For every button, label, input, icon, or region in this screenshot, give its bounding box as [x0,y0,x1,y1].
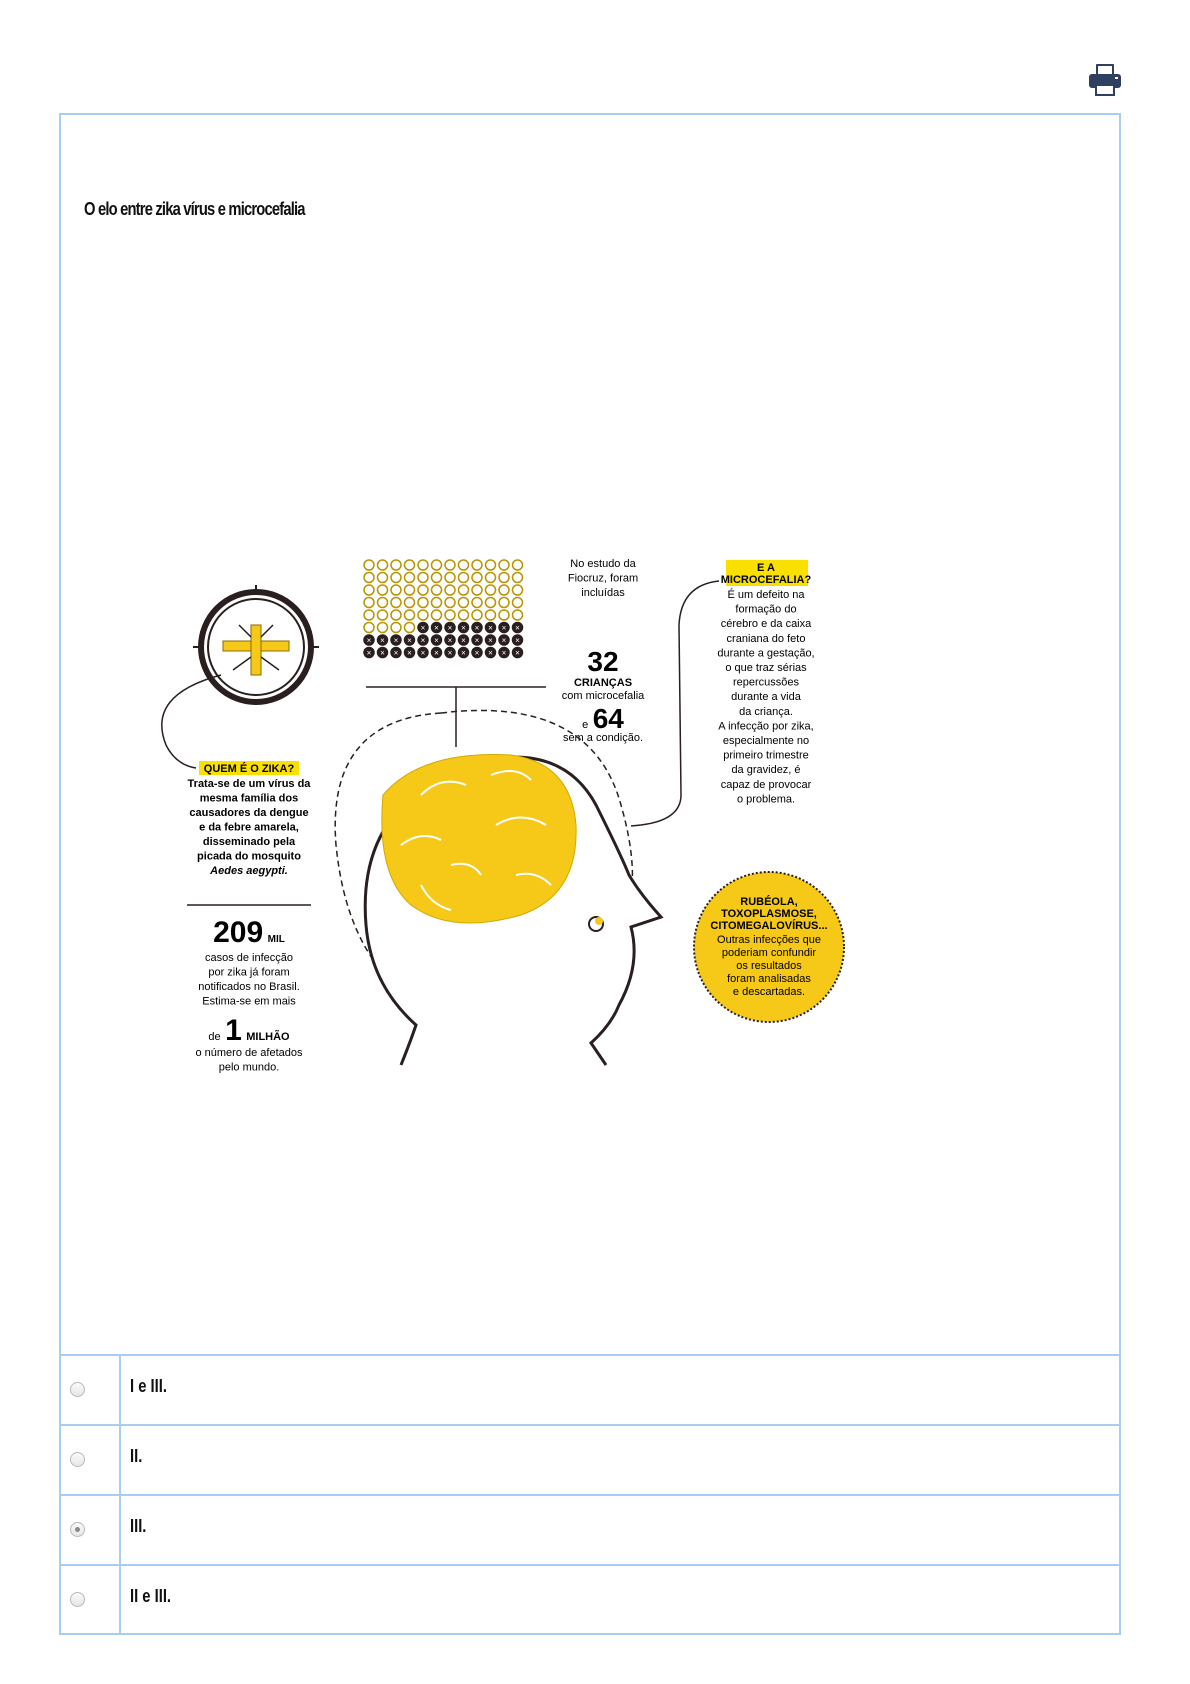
study-word-1: CRIANÇAS [573,677,633,689]
child-without-microcephaly-dot [513,598,523,608]
who-line: causadores da dengue [189,807,309,819]
option-label: III. [130,1516,147,1536]
child-without-microcephaly-dot [499,598,509,608]
children-grid [364,560,523,658]
micro-line: formação do [735,603,797,616]
child-without-microcephaly-dot [378,598,388,608]
cases-number: 209 [213,916,264,949]
child-without-microcephaly-dot [405,598,415,608]
svg-text:×: × [420,648,426,658]
child-without-microcephaly-dot [499,573,509,583]
svg-text:×: × [393,648,399,658]
cases-line: Estima-se em mais [202,995,296,1008]
child-without-microcephaly-dot [364,610,374,620]
svg-text:de 1 MILHÃO [208,1014,290,1047]
child-without-microcephaly-dot [459,573,469,583]
svg-text:×: × [447,636,453,645]
child-without-microcephaly-dot [364,623,374,633]
child-without-microcephaly-dot [472,598,482,608]
study-number-1: 32 [587,646,619,677]
question-title: O elo entre zika vírus e microcefalia [84,199,305,219]
child-without-microcephaly-dot [432,610,442,620]
micro-line: É um defeito na [727,589,805,601]
child-without-microcephaly-dot [418,598,428,608]
svg-text:×: × [407,648,412,658]
option-label: II e III. [130,1586,172,1606]
child-without-microcephaly-dot [486,585,496,595]
micro-line: capaz de provocar [720,778,812,791]
study-prefix-2: e [582,719,589,731]
child-without-microcephaly-dot [378,573,388,583]
circle-heading-line: RUBÉOLA, [740,896,798,908]
print-button[interactable] [1085,60,1125,100]
svg-text:×: × [366,648,372,658]
cases-line: por zika já foram [208,966,290,979]
child-without-microcephaly-dot [418,610,428,620]
who-heading: QUEM É O ZIKA? [203,763,295,775]
circle-line: foram analisadas [727,973,811,985]
child-without-microcephaly-dot [378,585,388,595]
child-without-microcephaly-dot [432,598,442,608]
who-line: disseminado pela [202,836,296,848]
child-without-microcephaly-dot [472,573,482,583]
child-without-microcephaly-dot [499,585,509,595]
svg-text:e 64 [582,703,624,734]
child-without-microcephaly-dot [405,585,415,595]
study-line: incluídas [581,587,625,599]
svg-text:×: × [488,623,493,633]
circle-heading-line: TOXOPLASMOSE, [721,908,817,920]
child-without-microcephaly-dot [445,573,455,583]
option-row[interactable] [61,1564,1119,1634]
child-without-microcephaly-dot [432,560,442,570]
circle-heading-line: CITOMEGALOVÍRUS... [710,920,828,932]
cases-line: notificados no Brasil. [198,981,300,993]
child-without-microcephaly-dot [405,573,415,583]
svg-text:×: × [515,648,520,658]
child-without-microcephaly-dot [513,610,523,620]
child-without-microcephaly-dot [418,585,428,595]
svg-text:×: × [366,636,372,645]
svg-text:×: × [474,623,480,633]
svg-text:×: × [515,636,520,645]
svg-text:×: × [515,623,520,633]
micro-line: craniana do feto [726,632,806,645]
child-without-microcephaly-dot [486,573,496,583]
svg-text:×: × [488,636,493,645]
svg-text:×: × [501,648,507,658]
circle-line: os resultados [736,960,802,972]
child-without-microcephaly-dot [445,598,455,608]
child-without-microcephaly-dot [486,610,496,620]
child-without-microcephaly-dot [432,585,442,595]
svg-text:×: × [474,648,480,658]
svg-text:×: × [501,623,507,633]
svg-text:×: × [407,636,412,645]
child-without-microcephaly-dot [391,598,401,608]
child-without-microcephaly-dot [378,560,388,570]
micro-line: cérebro e da caixa [720,618,812,631]
svg-text:×: × [488,648,493,658]
svg-text:×: × [461,648,466,658]
who-line: e da febre amarela, [199,821,299,834]
svg-text:×: × [447,623,453,633]
child-without-microcephaly-dot [472,610,482,620]
child-without-microcephaly-dot [405,610,415,620]
micro-line: especialmente no [722,735,810,747]
svg-text:×: × [447,648,453,658]
child-without-microcephaly-dot [378,610,388,620]
million-line: o número de afetados [195,1047,303,1059]
study-line-3: sem a condição. [562,732,644,744]
option-radio[interactable] [70,1592,85,1607]
infographic [121,465,851,1074]
micro-line: o que traz sérias [725,662,807,674]
child-without-microcephaly-dot [472,585,482,595]
child-without-microcephaly-dot [459,560,469,570]
svg-text:×: × [420,636,426,645]
who-line: Aedes aegypti. [210,865,288,877]
child-without-microcephaly-dot [499,560,509,570]
child-without-microcephaly-dot [364,560,374,570]
million-prefix: de [208,1031,221,1043]
child-without-microcephaly-dot [472,560,482,570]
child-without-microcephaly-dot [405,623,415,633]
micro-line: durante a vida [731,691,801,704]
svg-text:×: × [434,636,439,645]
svg-text:×: × [461,636,466,645]
child-without-microcephaly-dot [513,585,523,595]
svg-text:×: × [434,648,439,658]
child-without-microcephaly-dot [499,610,509,620]
child-without-microcephaly-dot [445,585,455,595]
svg-text:×: × [420,623,426,633]
answer-options [61,1354,1119,1634]
child-without-microcephaly-dot [391,623,401,633]
child-without-microcephaly-dot [486,560,496,570]
who-line: mesma família dos [199,792,299,805]
micro-line: o problema. [736,793,796,806]
micro-line: da criança. [739,705,793,718]
svg-text:×: × [501,636,507,645]
micro-line: da gravidez, é [731,764,801,777]
option-row[interactable] [61,1424,1119,1494]
svg-text:×: × [393,636,399,645]
svg-text:209 MIL [213,916,285,949]
printer-icon [1085,60,1125,100]
million-line: pelo mundo. [218,1061,280,1074]
option-row[interactable] [61,1494,1119,1564]
study-number-2: 64 [592,703,624,734]
child-without-microcephaly-dot [364,585,374,595]
micro-line: primeiro trimestre [723,749,809,762]
child-without-microcephaly-dot [513,560,523,570]
svg-text:×: × [434,623,439,633]
million-word: MILHÃO [246,1031,290,1043]
cases-unit: MIL [267,934,285,945]
child-without-microcephaly-dot [486,598,496,608]
mosquito-target-icon [193,585,319,705]
option-row[interactable] [61,1354,1119,1424]
child-without-microcephaly-dot [378,623,388,633]
child-without-microcephaly-dot [364,598,374,608]
circle-line: poderiam confundir [721,947,817,959]
svg-text:×: × [474,636,480,645]
child-without-microcephaly-dot [418,573,428,583]
micro-heading-1: E A [757,562,775,574]
micro-line: A infecção por zika, [718,720,814,733]
child-without-microcephaly-dot [513,573,523,583]
micro-line: repercussões [732,676,800,689]
child-without-microcephaly-dot [364,573,374,583]
million-number: 1 [225,1014,242,1047]
child-without-microcephaly-dot [391,560,401,570]
option-label: I e III. [130,1376,167,1396]
child-without-microcephaly-dot [459,585,469,595]
svg-text:×: × [380,648,385,658]
study-line-2: com microcefalia [561,690,645,702]
child-without-microcephaly-dot [432,573,442,583]
option-radio[interactable] [70,1452,85,1467]
circle-line: Outras infecções que [717,934,821,946]
option-radio[interactable] [70,1522,85,1537]
micro-heading-2: MICROCEFALIA? [720,574,812,586]
child-without-microcephaly-dot [391,573,401,583]
child-without-microcephaly-dot [445,560,455,570]
child-without-microcephaly-dot [405,560,415,570]
option-label: II. [130,1446,143,1466]
child-without-microcephaly-dot [459,598,469,608]
child-without-microcephaly-dot [391,610,401,620]
child-without-microcephaly-dot [445,610,455,620]
study-line: No estudo da [570,558,636,570]
option-radio[interactable] [70,1382,85,1397]
question-card [59,113,1121,1635]
svg-text:×: × [380,636,385,645]
who-line: Trata-se de um vírus da [187,778,311,790]
child-without-microcephaly-dot [459,610,469,620]
child-without-microcephaly-dot [418,560,428,570]
cases-line: casos de infecção [204,952,294,964]
study-line: Fiocruz, foram [567,572,639,585]
child-without-microcephaly-dot [391,585,401,595]
svg-text:×: × [461,623,466,633]
micro-line: durante a gestação, [717,647,815,660]
who-line: picada do mosquito [197,850,301,863]
circle-line: e descartadas. [732,986,806,998]
